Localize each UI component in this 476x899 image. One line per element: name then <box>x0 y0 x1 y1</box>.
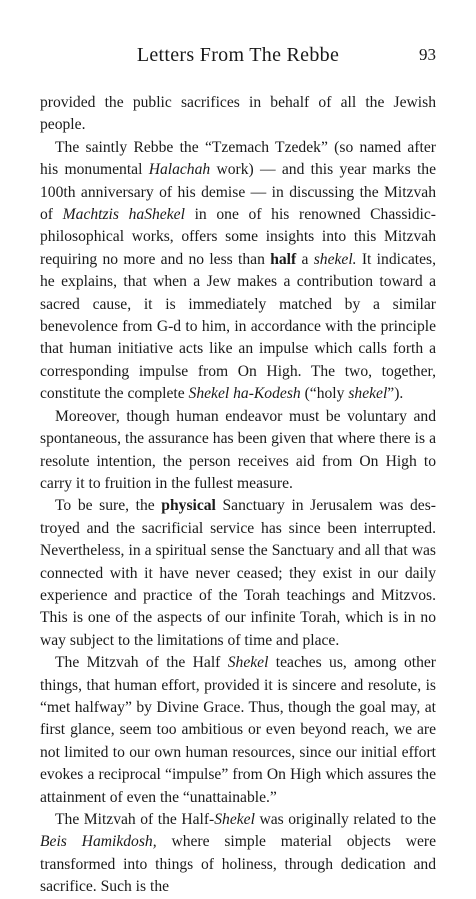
paragraph-half-shekel <box>40 652 436 809</box>
body-text <box>40 92 436 899</box>
bold-term: physical <box>161 497 216 515</box>
text-run: provided the public sacrifices in behalf of all the Jewish people. <box>40 94 436 134</box>
paragraph-continuation <box>40 92 436 137</box>
text-run: To be sure, the <box>55 497 162 515</box>
bold-term: half <box>270 250 297 268</box>
paragraph-tzemach-tzedek <box>40 137 436 406</box>
paragraph-physical-sanctuary <box>40 495 436 652</box>
paragraph-beis-hamikdosh <box>40 809 436 899</box>
italic-term: Machtzis haShekel <box>62 206 185 224</box>
text-run: It indicates, he explains, that when a Jew makes a contribution toward a sacred cause, it is immediately matched by a similar benevolence from G-d to him, in accordance with the principle that human initiative acts like an impulse which calls forth a corresponding impulse from On High. The two, together, constitute the complete <box>40 250 437 403</box>
italic-term: Halachah <box>148 161 211 179</box>
page-number: 93 <box>419 45 436 64</box>
text-run: teaches us, among other things, that human effort, provided it is sincere and resolute, is “met halfway” by Divine Grace. Thus, though the goal may, at first glance, seem too ambitious or even beyond reach, we are not limited to our own human resources, since our initial effort evokes a reciprocal “impulse” from On High which assures the attainment of even the “unattainable.” <box>40 654 436 806</box>
text-run: where simple material objects were transformed into things of holiness, through dedication and sacrifice. Such is the <box>40 833 436 896</box>
text-run: (“holy <box>300 385 349 403</box>
text-run: Sanctuary in Jerusalem was destroyed and the sacrificial service has since been interrupted. Nevertheless, in a spiritual sense the Sanctuary and all that was connected with it have never ceased; they exist in our daily experience and practice of the Torah teachings and Mitzvos. This is one of the aspects of our infinite Torah, which is in no way subject to the limitations of time and place. <box>40 497 436 649</box>
italic-term: Shekel <box>227 654 269 672</box>
running-title: Letters From The Rebbe <box>136 44 340 66</box>
page-header <box>40 44 436 72</box>
text-run: was originally related to the <box>254 811 436 828</box>
paragraph-moreover <box>40 406 436 496</box>
text-run: a <box>296 250 314 268</box>
text-run: in one of his renowned Chassidic-philosophical works, offers some insights into this Mitzvah requiring no more and no less than <box>40 206 436 268</box>
text-run: Moreover, though human endeavor must be voluntary and spontaneous, the assurance has been given that where there is a resolute intention, the person receives aid from On High to carry it to fruition in the fullest measure. <box>40 407 436 492</box>
italic-term: Shekel <box>214 811 255 828</box>
italic-term: Shekel ha-Kodesh <box>188 385 301 403</box>
text-run: work) — and this year marks the 100th anniversary of his demise — in discussing the Mitzvah of <box>40 161 436 224</box>
text-run: The Mitzvah of the Half <box>55 654 228 672</box>
text-run: The Mitzvah of the Half- <box>55 811 215 828</box>
text-run: The saintly Rebbe the “Tzemach Tzedek” (so named after his monumental <box>40 138 436 179</box>
italic-term: shekel. <box>313 250 357 268</box>
italic-term: shekel <box>348 385 388 403</box>
italic-term: Beis Hamikdosh, <box>40 833 157 851</box>
text-run: ”). <box>387 385 404 403</box>
